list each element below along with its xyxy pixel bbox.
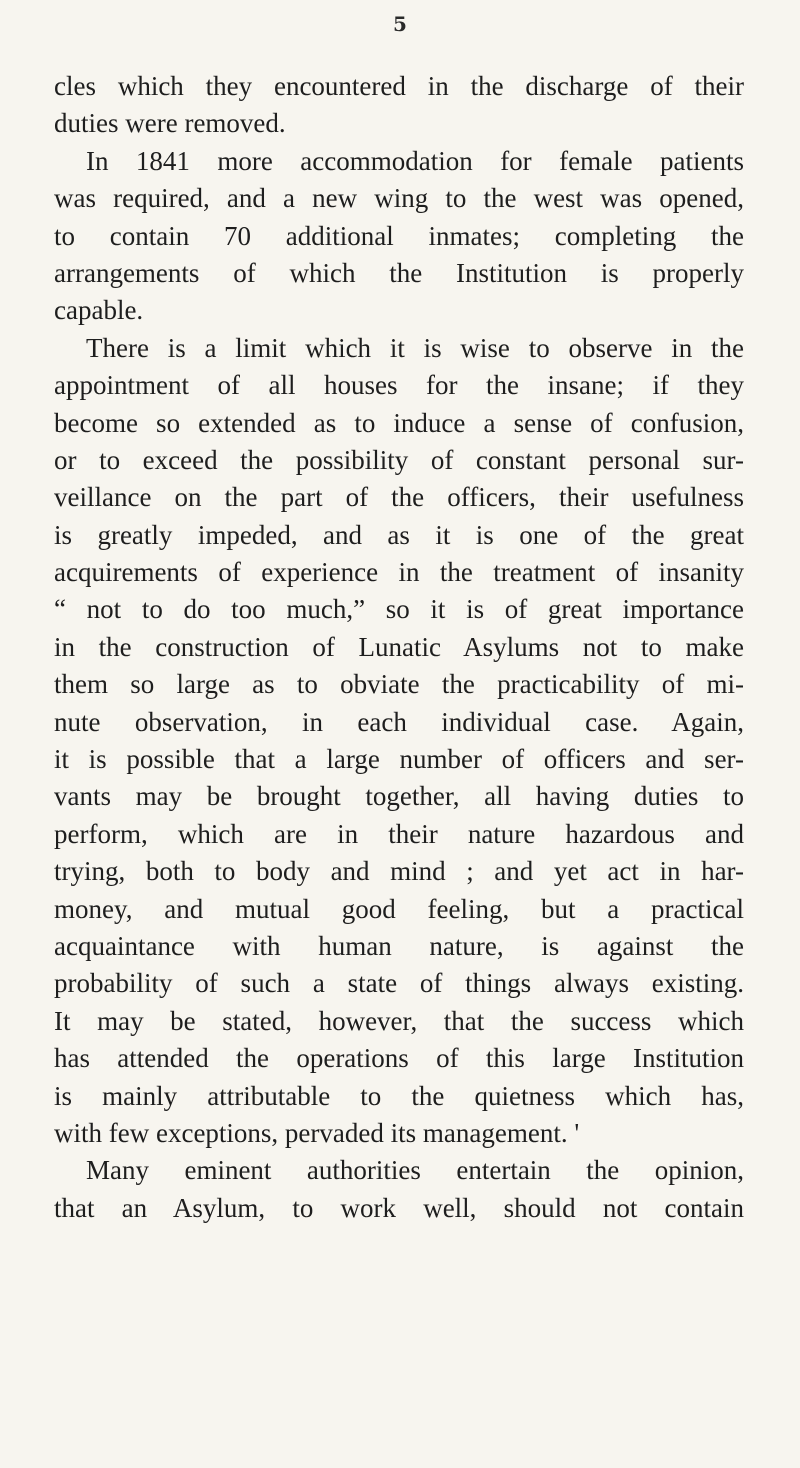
text-line: nute observation, in each individual case. Again, bbox=[54, 706, 744, 737]
text-line: veillance on the part of the officers, their usefulness bbox=[54, 482, 744, 513]
text-line: probability of such a state of things always existing. bbox=[54, 968, 744, 999]
text-line: perform, which are in their nature hazardous and bbox=[54, 818, 744, 849]
text-line: money, and mutual good feeling, but a practical bbox=[54, 893, 744, 924]
body-text bbox=[54, 68, 744, 1227]
text-line: In 1841 more accommodation for female patients bbox=[86, 145, 744, 176]
text-line: It may be stated, however, that the success which bbox=[54, 1005, 744, 1036]
text-line: duties were removed. bbox=[54, 108, 286, 139]
page-number: 5 bbox=[393, 12, 407, 36]
text-line: appointment of all houses for the insane; if they bbox=[54, 370, 744, 401]
text-line: has attended the operations of this large Institution bbox=[54, 1043, 744, 1074]
text-line: was required, and a new wing to the west was opened, bbox=[54, 183, 744, 214]
text-line: capable. bbox=[54, 295, 144, 326]
text-line: that an Asylum, to work well, should not contain bbox=[54, 1192, 744, 1223]
text-line: arrangements of which the Institution is properly bbox=[54, 257, 744, 288]
text-line: become so extended as to induce a sense of confusion, bbox=[54, 407, 744, 438]
text-line: or to exceed the possibility of constant personal sur- bbox=[54, 444, 744, 475]
text-line: acquaintance with human nature, is against the bbox=[54, 930, 744, 961]
text-line: cles which they encountered in the discharge of their bbox=[54, 71, 744, 101]
text-line: acquirements of experience in the treatment of insanity bbox=[54, 557, 744, 588]
text-line: is mainly attributable to the quietness which has, bbox=[54, 1080, 744, 1111]
text-line: trying, both to body and mind ; and yet act in har- bbox=[54, 856, 744, 887]
text-line: with few exceptions, pervaded its management. ' bbox=[54, 1117, 580, 1148]
text-line: them so large as to obviate the practicability of mi- bbox=[54, 669, 744, 700]
text-line: vants may be brought together, all having duties to bbox=[54, 781, 744, 812]
text-line: to contain 70 additional inmates; completing the bbox=[54, 220, 744, 251]
text-line: it is possible that a large number of officers and ser- bbox=[54, 744, 744, 775]
text-line: is greatly impeded, and as it is one of the great bbox=[54, 519, 744, 550]
text-line: Many eminent authorities entertain the opinion, bbox=[86, 1155, 744, 1186]
text-line: in the construction of Lunatic Asylums not to make bbox=[54, 631, 744, 662]
text-line: “ not to do too much,” so it is of great importance bbox=[54, 594, 744, 625]
text-line: There is a limit which it is wise to observe in the bbox=[86, 332, 744, 363]
